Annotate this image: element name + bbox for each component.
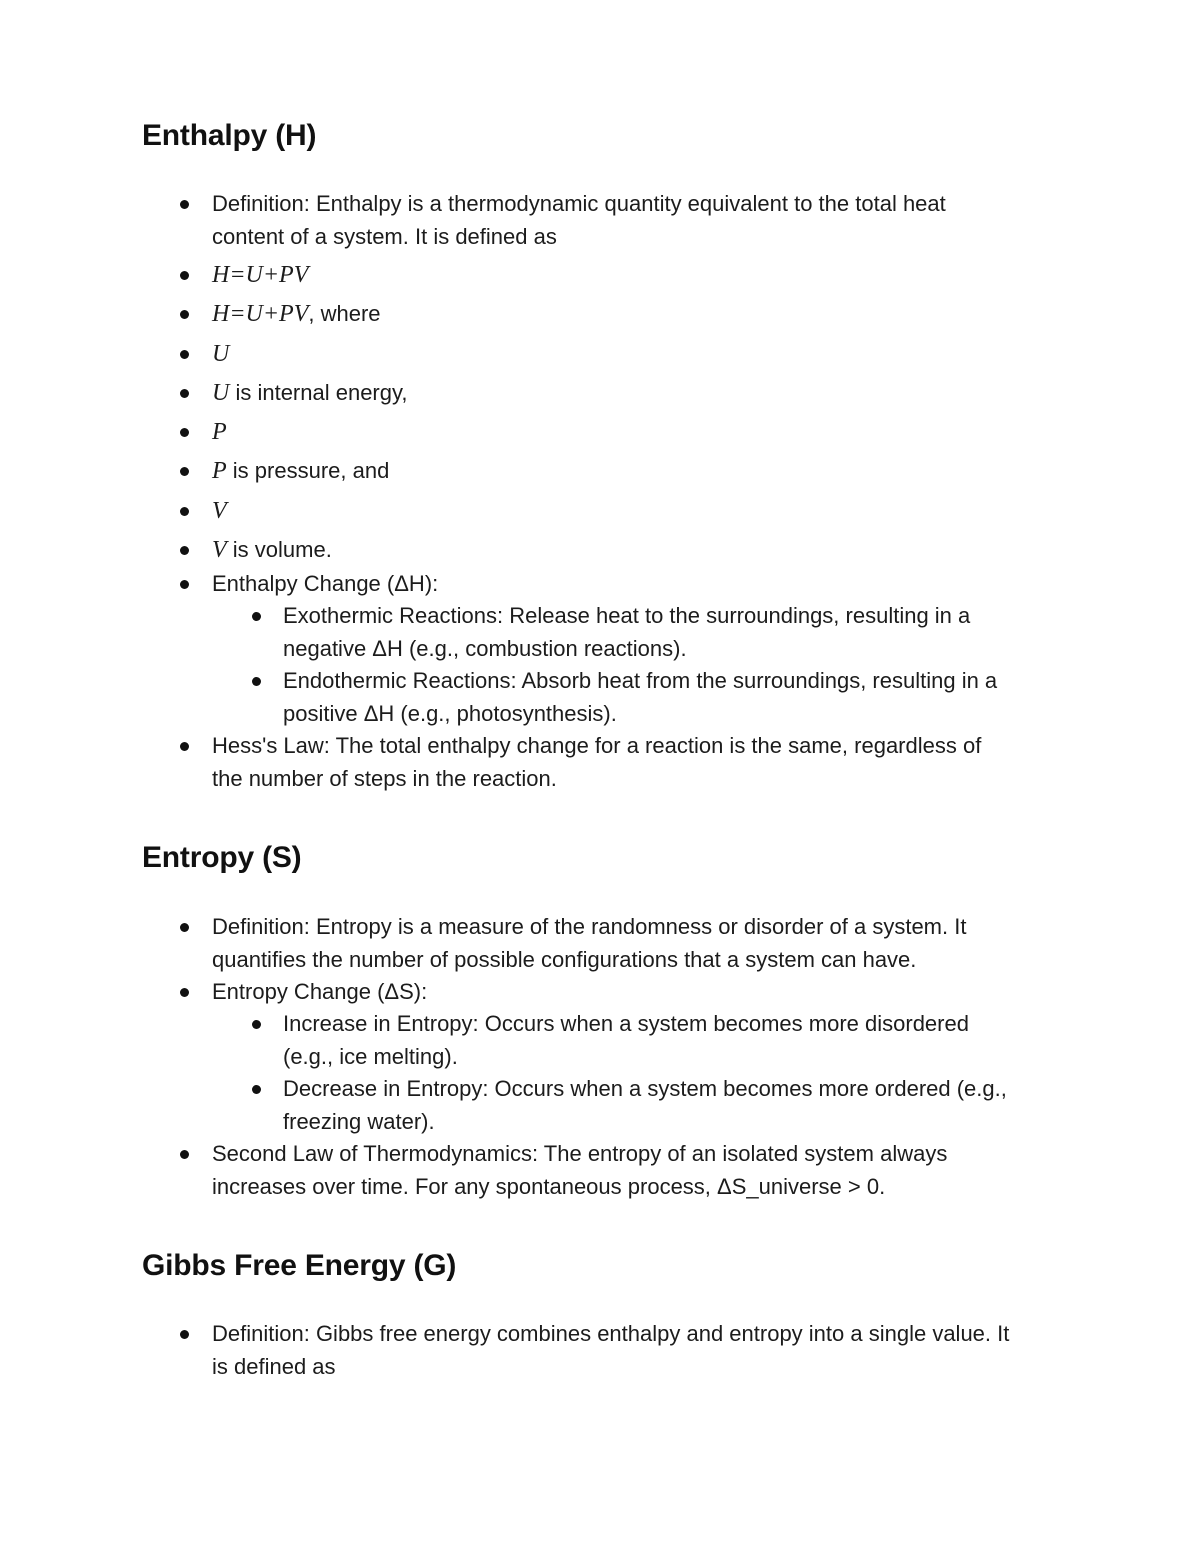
bullet-icon [180,988,189,997]
enthalpy-change-heading: Enthalpy Change (ΔH): [212,571,439,596]
variable-u: U [212,341,230,367]
endothermic-line-2: positive ΔH (e.g., photosynthesis). [283,700,617,726]
variable-p-description: is pressure, and [226,458,390,483]
variable-u: U [212,380,230,406]
formula-h-upv: H=U+PV [212,301,309,327]
list-item-gibbs-definition [212,1318,1009,1383]
hess-law-line-1: Hess's Law: The total enthalpy change for a reaction is the same, regardless of [212,733,982,758]
exothermic-line-1: Exothermic Reactions: Release heat to the surroundings, resulting in a [283,603,971,628]
bullet-icon [180,428,189,437]
bullet-icon [180,1330,189,1339]
section-heading-enthalpy: Enthalpy (H) [142,119,317,152]
bullet-icon [252,677,261,686]
list-item-var-p [212,416,227,449]
bullet-icon [180,742,189,751]
variable-p: P [212,419,227,445]
entropy-definition-line-1: Definition: Entropy is a measure of the randomness or disorder of a system. It [212,914,967,939]
second-law-line-1: Second Law of Thermodynamics: The entropy of an isolated system always [212,1141,948,1166]
entropy-increase-line-2: (e.g., ice melting). [283,1043,458,1069]
second-law-line-2: increases over time. For any spontaneous process, ΔS_universe > 0. [212,1173,886,1199]
bullet-icon [180,310,189,319]
list-item-entropy-definition [212,911,966,976]
bullet-icon [180,271,189,280]
bullet-icon [252,612,261,621]
enthalpy-definition-line-2: content of a system. It is defined as [212,223,557,249]
gibbs-definition-line-2: is defined as [212,1353,336,1379]
entropy-definition-line-2: quantifies the number of possible configurations that a system can have. [212,946,917,972]
list-item-var-v-desc [212,534,332,567]
bullet-icon [180,350,189,359]
list-item-enthalpy-definition [212,188,946,253]
bullet-icon [180,923,189,932]
hess-law-line-2: the number of steps in the reaction. [212,765,557,791]
list-item-exothermic [283,600,970,665]
bullet-icon [252,1085,261,1094]
list-item-var-u-desc [212,377,407,410]
bullet-icon [180,1150,189,1159]
list-item-formula [212,259,308,292]
list-item-var-u [212,338,229,371]
entropy-change-heading: Entropy Change (ΔS): [212,979,428,1004]
bullet-icon [180,580,189,589]
formula-h-upv: H=U+PV [212,262,309,288]
bullet-icon [180,467,189,476]
bullet-icon [252,1020,261,1029]
list-item-entropy-increase [283,1008,969,1073]
variable-u-description: is internal energy, [229,380,408,405]
exothermic-line-2: negative ΔH (e.g., combustion reactions). [283,635,687,661]
formula-where-text: , where [308,301,381,326]
enthalpy-definition-line-1: Definition: Enthalpy is a thermodynamic quantity equivalent to the total heat [212,191,946,216]
list-item-enthalpy-change [212,568,438,601]
bullet-icon [180,546,189,555]
entropy-increase-line-1: Increase in Entropy: Occurs when a system becomes more disordered [283,1011,969,1036]
variable-v: V [212,537,227,563]
variable-v: V [212,498,227,524]
list-item-entropy-change [212,976,427,1009]
list-item-entropy-decrease [283,1073,1007,1138]
list-item-var-p-desc [212,455,389,488]
gibbs-definition-line-1: Definition: Gibbs free energy combines enthalpy and entropy into a single value. It [212,1321,1010,1346]
bullet-icon [180,200,189,209]
list-item-formula-where [212,298,381,331]
list-item-second-law [212,1138,947,1203]
entropy-decrease-line-1: Decrease in Entropy: Occurs when a system becomes more ordered (e.g., [283,1076,1007,1101]
section-heading-gibbs: Gibbs Free Energy (G) [142,1249,457,1282]
entropy-decrease-line-2: freezing water). [283,1108,435,1134]
variable-p: P [212,458,227,484]
list-item-endothermic [283,665,997,730]
bullet-icon [180,389,189,398]
section-heading-entropy: Entropy (S) [142,841,302,874]
list-item-var-v [212,495,227,528]
bullet-icon [180,507,189,516]
variable-v-description: is volume. [226,537,332,562]
list-item-hess-law [212,730,981,795]
endothermic-line-1: Endothermic Reactions: Absorb heat from the surroundings, resulting in a [283,668,998,693]
